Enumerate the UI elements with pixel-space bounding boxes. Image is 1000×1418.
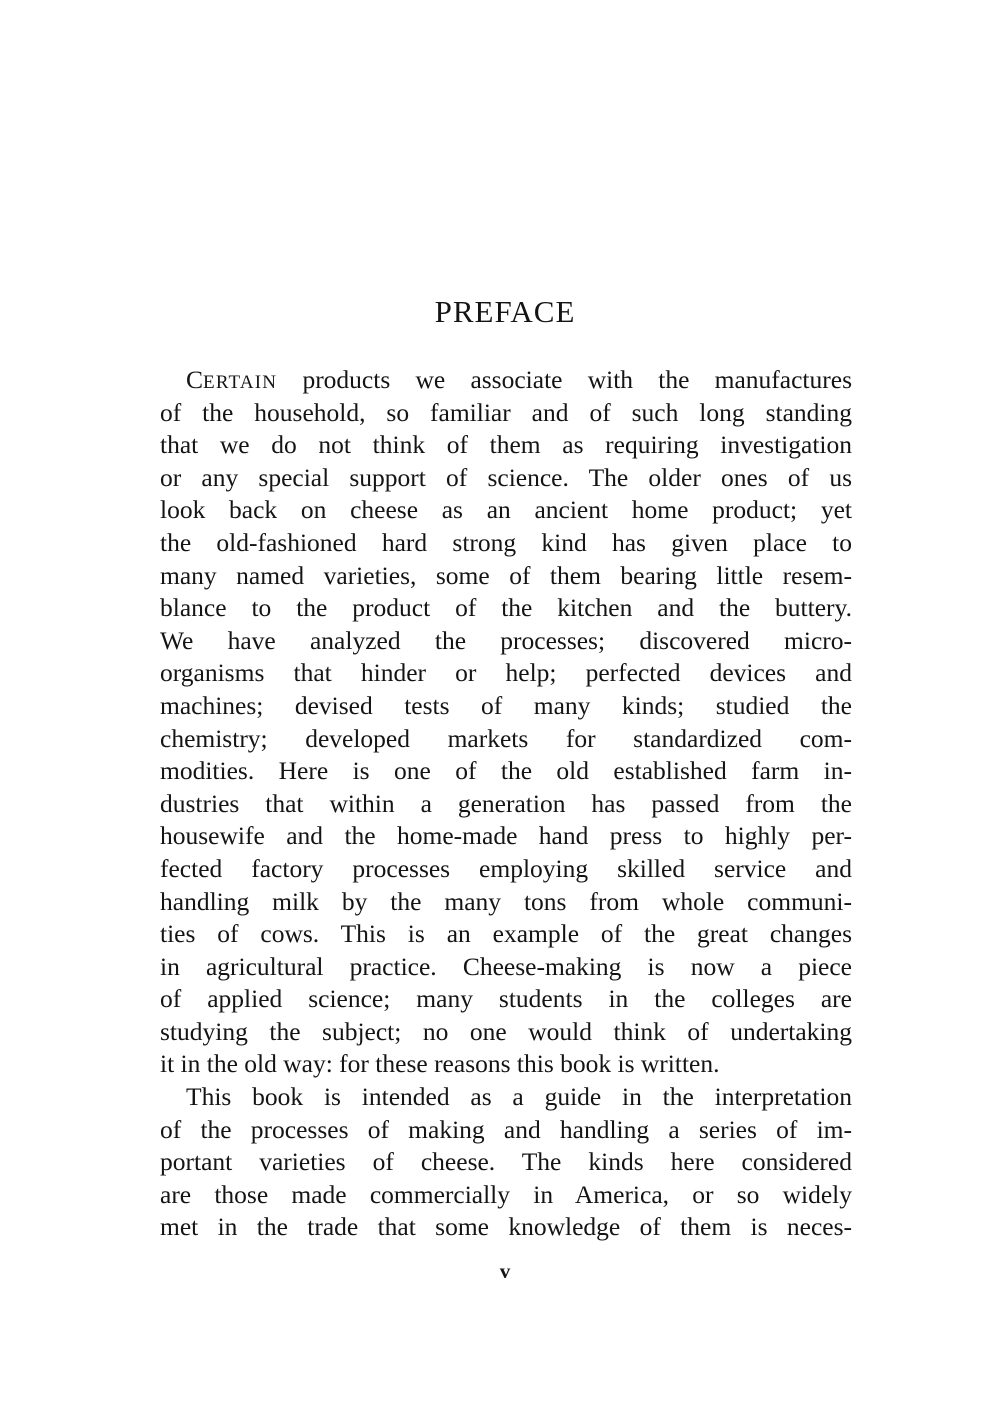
text-line: dustries that within a generation has passed from the [160,788,852,818]
small-caps-initial: C [186,365,204,394]
text-line: chemistry; developed markets for standardized com- [160,723,852,753]
text-line: of the processes of making and handling a series of im- [160,1114,852,1144]
text-line: We have analyzed the processes; discovered micro- [160,625,852,655]
text-line: housewife and the home-made hand press to highly per- [160,821,852,851]
text-line: This book is intended as a guide in the interpretation [186,1082,852,1112]
text-line: the old-fashioned hard strong kind has given place to [160,527,852,557]
text-line: portant varieties of cheese. The kinds here considered [160,1147,852,1177]
text-line: met in the trade that some knowledge of them is neces- [160,1212,852,1242]
page-number: v [499,1259,511,1283]
text-line: or any special support of science. The older ones of us [160,462,852,492]
text-line: handling milk by the many tons from whole communi- [160,886,852,916]
chapter-title: PREFACE [434,294,576,329]
text-line: blance to the product of the kitchen and the buttery. [160,593,852,623]
text-line: in agricultural practice. Cheese-making is now a piece [160,951,852,981]
text-line: studying the subject; no one would think of undertaking [160,1016,852,1046]
text-line: fected factory processes employing skilled service and [160,853,852,883]
text-line: of applied science; many students in the colleges are [160,984,852,1014]
text-line: modities. Here is one of the old established farm in- [160,756,852,786]
preface-body [160,364,852,1244]
text-line-remainder: products we associate with the manufactures [277,365,852,394]
text-line: many named varieties, some of them bearing little resem- [160,560,852,590]
text-line: it in the old way: for these reasons this book is written. [160,1049,720,1079]
text-line: are those made commercially in America, or so widely [160,1179,852,1209]
text-line: that we do not think of them as requiring investigation [160,430,852,460]
text-line [160,364,852,397]
small-caps-word: ERTAIN [203,372,278,393]
text-line: machines; devised tests of many kinds; studied the [160,690,852,720]
text-line: look back on cheese as an ancient home product; yet [160,495,852,525]
text-line: ties of cows. This is an example of the great changes [160,919,852,949]
text-line: of the household, so familiar and of such long standing [160,397,852,427]
text-line: organisms that hinder or help; perfected devices and [160,658,852,688]
